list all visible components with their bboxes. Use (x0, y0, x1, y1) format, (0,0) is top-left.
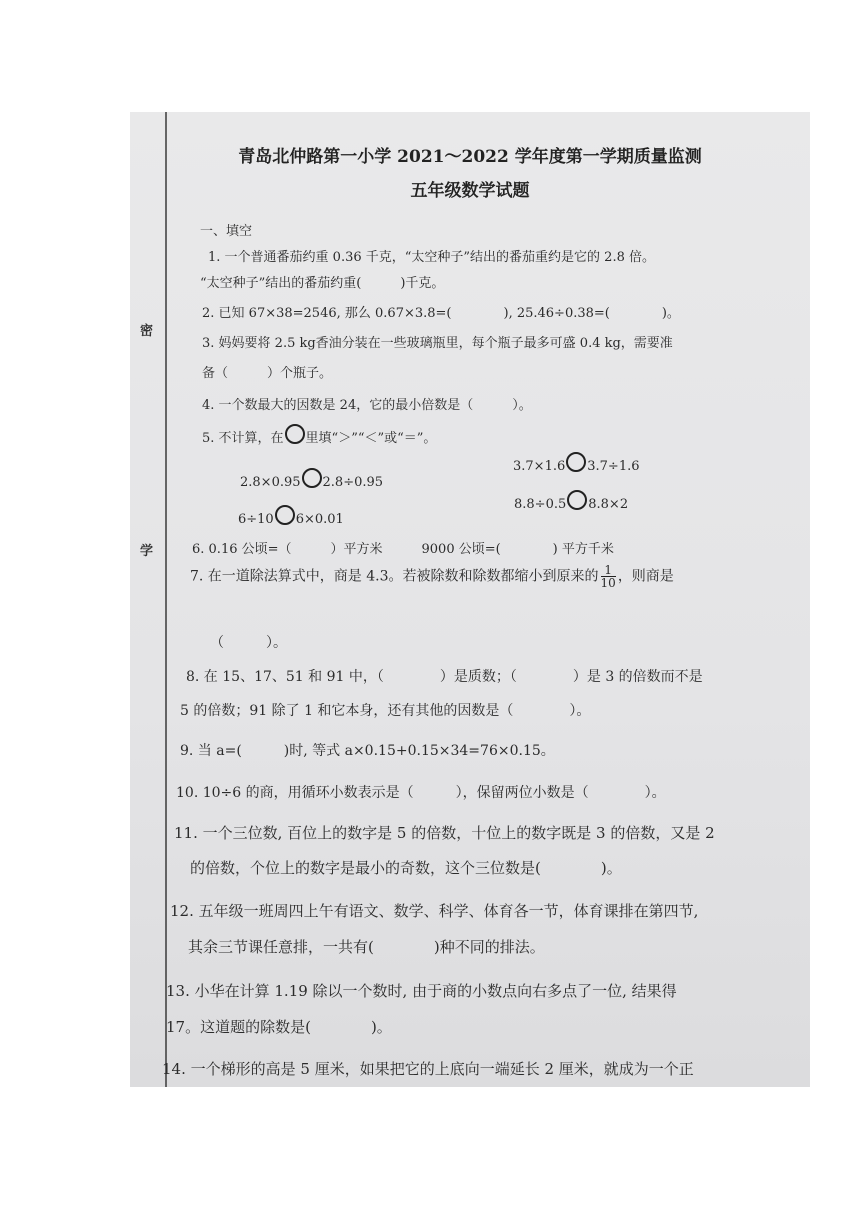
question-7-text-a: 7. 在一道除法算式中，商是 4.3。若被除数和除数都缩小到原来的 (190, 568, 599, 585)
question-5 (202, 424, 436, 446)
exam-title: 青岛北仲路第一小学 2021～2022 学年度第一学期质量监测 (238, 147, 702, 167)
comparison-left: 6÷10 (238, 512, 274, 527)
comparison-left: 2.8×0.95 (240, 475, 301, 490)
question-8-line-1: 8. 在 15、17、51 和 91 中，（ ）是质数；（ ）是 3 的倍数而不是 (186, 669, 703, 685)
question-7-text-b: ，则商是 (617, 568, 674, 585)
blank-circle-icon (285, 424, 305, 444)
comparison-right: 8.8×2 (588, 497, 629, 512)
question-11-line-2: 的倍数，个位上的数字是最小的奇数，这个三位数是( )。 (190, 859, 622, 877)
comparison-1 (240, 468, 383, 490)
question-3-line-2: 备（ ）个瓶子。 (202, 366, 333, 381)
question-7-line-2: （ ）。 (210, 635, 287, 651)
fraction-denominator: 10 (600, 576, 616, 590)
question-2: 2. 已知 67×38=2546, 那么 0.67×3.8=( ), 25.46÷0.38=( )。 (202, 306, 680, 321)
fraction (601, 564, 616, 589)
comparison-4 (514, 490, 628, 512)
comparison-right: 2.8÷0.95 (322, 475, 384, 490)
blank-circle-icon (302, 468, 322, 488)
question-10: 10. 10÷6 的商，用循环小数表示是（ ），保留两位小数是（ ）。 (176, 785, 666, 801)
question-11-line-1: 11. 一个三位数, 百位上的数字是 5 的倍数，十位上的数字既是 3 的倍数，又是 2 (174, 824, 715, 842)
binding-mark: 学 (140, 544, 154, 559)
question-6: 6. 0.16 公顷=（ ）平方米 9000 公顷=( ) 平方千米 (192, 542, 614, 557)
fraction-numerator: 1 (601, 564, 616, 577)
question-12-line-1: 12. 五年级一班周四上午有语文、数学、科学、体育各一节，体育课排在第四节, (170, 902, 699, 920)
question-8-line-2: 5 的倍数；91 除了 1 和它本身，还有其他的因数是（ ）。 (180, 703, 591, 719)
binding-line (165, 112, 167, 1087)
section-heading: 一、填空 (200, 224, 253, 239)
question-3-line-1: 3. 妈妈要将 2.5 kg香油分装在一些玻璃瓶里，每个瓶子最多可盛 0.4 kg，需要准 (202, 336, 673, 351)
comparison-right: 6×0.01 (295, 512, 344, 527)
exam-subtitle: 五年级数学试题 (410, 181, 530, 201)
question-7-line-1 (190, 564, 674, 589)
comparison-2 (513, 452, 640, 474)
comparison-right: 3.7÷1.6 (587, 459, 640, 474)
question-5-text-b: 里填“＞”“＜”或“＝”。 (305, 431, 437, 446)
question-12-line-2: 其余三节课任意排，一共有( )种不同的排法。 (188, 938, 545, 956)
question-14: 14. 一个梯形的高是 5 厘米，如果把它的上底向一端延长 2 厘米，就成为一个正 (162, 1060, 694, 1078)
blank-circle-icon (567, 490, 587, 510)
question-13-line-1: 13. 小华在计算 1.19 除以一个数时, 由于商的小数点向右多点了一位, 结果得 (166, 982, 677, 1000)
exam-photo (130, 112, 810, 1087)
comparison-3 (238, 505, 344, 527)
question-9: 9. 当 a=( )时, 等式 a×0.15+0.15×34=76×0.15。 (180, 743, 555, 759)
comparison-left: 3.7×1.6 (513, 459, 566, 474)
blank-circle-icon (566, 452, 586, 472)
question-4: 4. 一个数最大的因数是 24，它的最小倍数是（ ）。 (202, 398, 532, 413)
blank-circle-icon (275, 505, 295, 525)
question-1-line-1: 1. 一个普通番茄约重 0.36 千克，“太空种子”结出的番茄重约是它的 2.8 倍。 (208, 250, 655, 265)
question-1-line-2: “太空种子”结出的番茄约重( )千克。 (200, 276, 445, 291)
question-13-line-2: 17。这道题的除数是( )。 (166, 1018, 392, 1036)
question-5-text-a: 5. 不计算，在 (202, 431, 284, 446)
comparison-left: 8.8÷0.5 (514, 497, 567, 512)
binding-mark: 密 (140, 324, 154, 339)
